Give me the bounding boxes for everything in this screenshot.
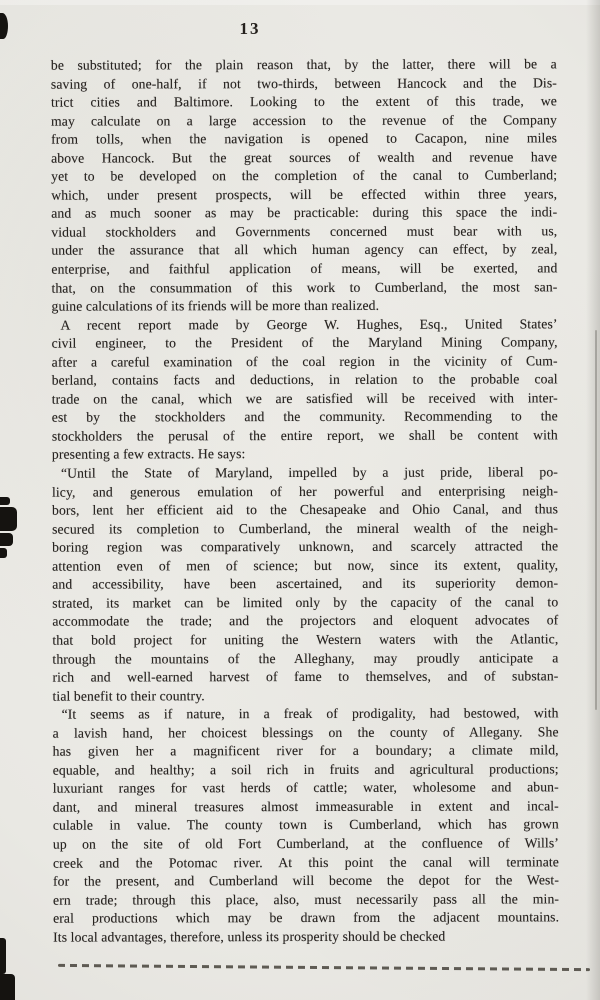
scan-mark-top-left — [0, 13, 8, 39]
scan-right-edge-line — [595, 330, 597, 710]
text-line: vidual stockholders and Governments concerned must bear with us, — [51, 223, 558, 240]
paragraph — [52, 463, 559, 705]
scan-mark-bottom-left — [0, 974, 15, 1000]
text-line: dant, and mineral treasures almost immeasurable in extent and incal- — [52, 798, 559, 815]
text-line: yet to be developed on the completion of the canal to Cumberland; — [51, 167, 558, 184]
text-line: has given her a magnificent river for a boundary; a climate mild, — [52, 742, 559, 759]
text-line: ern trade; through this place, also, must necessarily pass all the min- — [53, 890, 560, 908]
text-line: bors, lent her efficient aid to the Chesapeake and Ohio Canal, and thus — [52, 501, 559, 518]
text-line: est by the stockholders and the community. Recommending to the — [51, 408, 558, 426]
text-line: and as much sooner as may be practicable: during this space the indi- — [51, 204, 558, 222]
text-line: rich and well-earned harvest of fame to themselves, and of substan- — [52, 668, 559, 685]
scan-bottom-page-edge — [58, 964, 590, 971]
text-line: above Hancock. But the great sources of wealth and revenue have — [51, 149, 558, 166]
text-line: eral productions which may be drawn from the adjacent mountains. — [53, 909, 560, 926]
text-line: which, under present prospects, will be effected within three years, — [51, 186, 558, 203]
text-line: stockholders the perusal of the entire report, we shall be content with — [51, 427, 558, 444]
text-line: for the present, and Cumberland will become the depot for the West- — [52, 872, 560, 889]
text-line: may calculate on a large accession to the revenue of the Company — [50, 111, 558, 129]
text-line: Its local advantages, therefore, unless its prosperity should be checked — [53, 928, 446, 945]
page-number: 13 — [239, 19, 261, 38]
text-line: attention even of men of science; but now, since its extent, quality, — [52, 557, 559, 574]
paragraph — [53, 704, 560, 946]
text-line: berland, contains facts and deductions, in relation to the probable coal — [51, 371, 558, 388]
text-line: tial benefit to their country. — [52, 687, 205, 704]
scan-mark-left-edge — [0, 507, 17, 531]
text-line: enterprise, and faithful application of means, will be exerted, and — [51, 260, 558, 277]
text-line: culable in value. The county town is Cumberland, which has grown — [52, 816, 559, 834]
text-line: secured its completion to Cumberland, the mineral wealth of the neigh- — [52, 520, 559, 537]
text-line: under the assurance that all which human agency can effect, by zeal, — [51, 241, 558, 259]
text-line: guine calculations of its friends will be more than realized. — [51, 297, 380, 314]
text-line: after a careful examination of the coal region in the vicinity of Cum- — [51, 353, 558, 370]
text-line: licy, and generous emulation of her powerful and enterprising neigh- — [51, 482, 558, 500]
scan-mark-left-edge — [0, 497, 10, 505]
text-line: civil engineer, to the President of the Maryland Mining Company, — [51, 334, 558, 351]
text-line: a lavish hand, her choicest blessings on the county of Allegany. She — [52, 724, 559, 741]
text-line: saving of one-half, if not two-thirds, between Hancock and the Dis- — [50, 74, 557, 92]
scan-right-edge-shade — [586, 0, 600, 1000]
text-line: that, on the consummation of this work to Cumberland, the most san- — [51, 278, 558, 296]
text-line: boring region was comparatively unknown, and scarcely attracted the — [52, 538, 559, 555]
text-line: equable, and healthy; a soil rich in fruits and agricultural productions; — [52, 761, 559, 778]
text-line: luxuriant ranges for vast herds of cattle; water, wholesome and abun- — [52, 779, 559, 796]
text-line: be substituted; for the plain reason that, by the latter, there will be a — [50, 56, 557, 73]
text-line: “Until the State of Maryland, impelled by a just pride, liberal po- — [60, 464, 558, 481]
text-line: creek and the Potomac river. At this point the canal will terminate — [52, 853, 559, 871]
text-line: that bold project for uniting the Western waters with the Atlantic, — [52, 631, 559, 648]
scan-mark-left-edge — [0, 533, 13, 546]
scan-top-edge-light — [0, 0, 600, 5]
paragraph — [52, 315, 558, 465]
text-line: up on the site of old Fort Cumberland, at the confluence of Wills’ — [52, 835, 559, 852]
paragraph — [51, 55, 558, 316]
text-line: from tolls, when the navigation is opened to Cacapon, nine miles — [51, 130, 558, 147]
text-line: accommodate the trade; and the projectors and eloquent advocates of — [52, 612, 559, 630]
text-line: presenting a few extracts. He says: — [51, 446, 246, 463]
text-line: through the mountains of the Alleghany, may proudly anticipate a — [52, 649, 559, 667]
scan-mark-left-edge — [0, 548, 7, 558]
text-line: and accessibility, have been ascertained, and its superiority demon- — [52, 575, 559, 592]
scan-mark-bottom-left — [0, 938, 6, 974]
text-block — [51, 55, 559, 947]
text-line: strated, its market can be limited only by the capacity of the canal to — [52, 594, 559, 611]
text-line: trade on the canal, which we are satisfied will be received with inter- — [51, 390, 558, 407]
text-line: A recent report made by George W. Hughes, Esq., United States’ — [60, 315, 558, 333]
text-line: “It seems as if nature, in a freak of prodigality, had bestowed, with — [61, 705, 559, 722]
text-line: trict cities and Baltimore. Looking to the extent of this trade, we — [50, 93, 557, 110]
